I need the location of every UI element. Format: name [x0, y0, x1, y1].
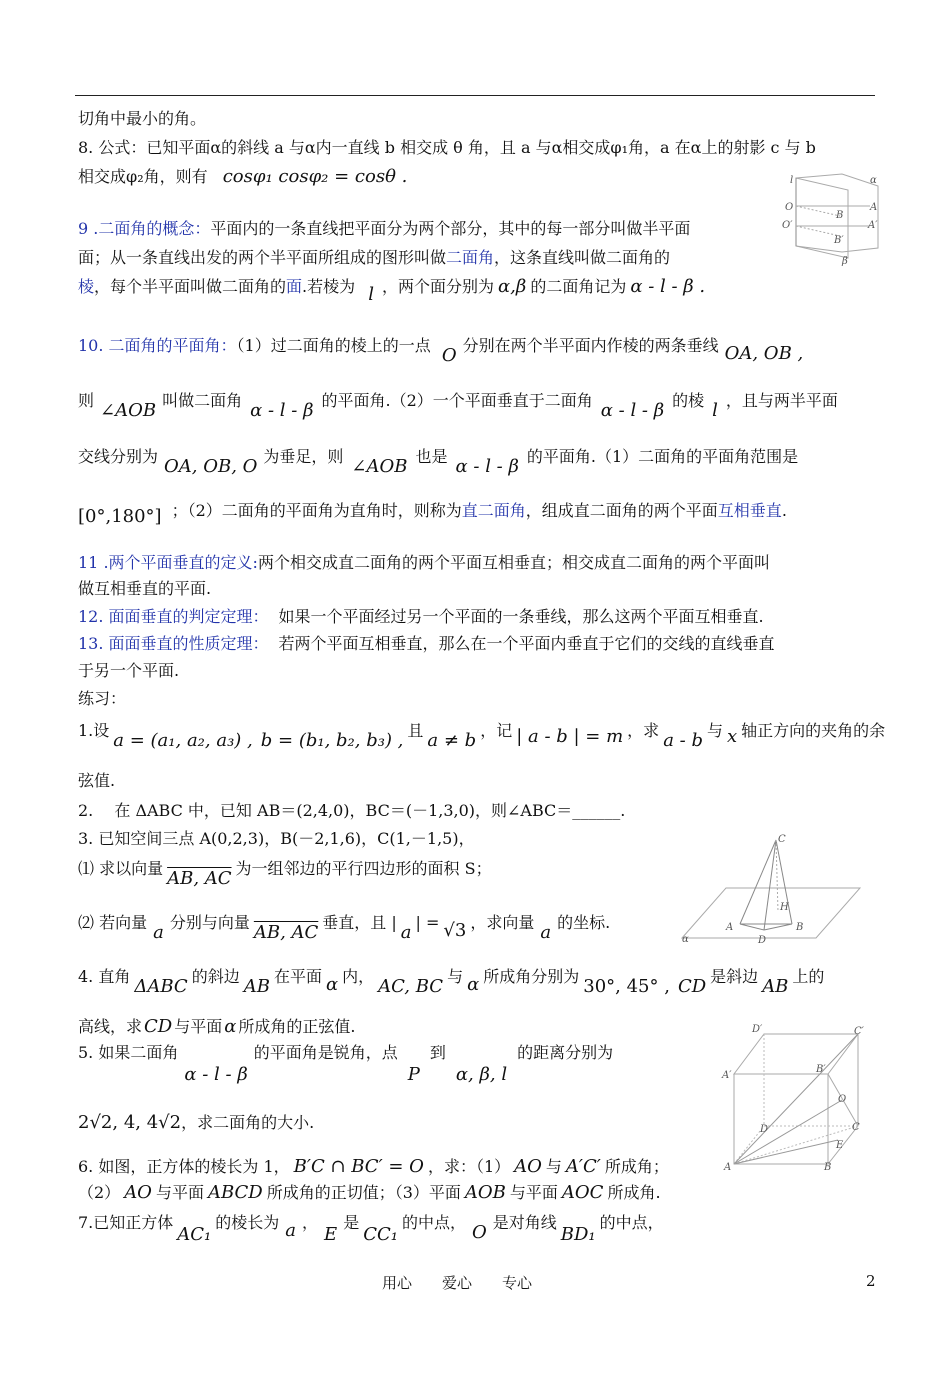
practice-heading: 练习：: [78, 689, 127, 708]
svg-text:A′: A′: [868, 220, 878, 231]
line-12: 12. 面面垂直的判定定理： 如果一个平面经过另一个平面的一条垂线，那么这两个平面互相垂直.: [78, 607, 764, 626]
line-11: 11 .两个平面垂直的定义:两个相交成直二面角的两个平面互相垂直；相交成直二面角的两个平面叫: [78, 553, 770, 572]
exercise-3-part1: ⑴ 求以向量 AB, AC 为一组邻边的平行四边形的面积 S；: [78, 859, 492, 889]
header-rule: [75, 95, 875, 96]
line-9: 9 .二面角的概念：平面内的一条直线把平面分为两个部分，其中的每一部分叫做半平面: [78, 219, 691, 238]
svg-text:B: B: [824, 1162, 832, 1172]
svg-text:A: A: [870, 202, 878, 213]
line-10-cont3: [0°,180°] ；（2）二面角的平面角为直角时，则称为直二面角，组成直二面角的两个平面互相垂直.: [78, 501, 787, 527]
svg-text:l: l: [790, 175, 794, 186]
svg-text:H: H: [780, 902, 789, 913]
exercise-5-cont: 2√2, 4, 4√2，求二面角的大小.: [78, 1112, 315, 1133]
svg-text:A: A: [726, 922, 734, 933]
exercise-3: 3. 已知空间三点 A(0,2,3)，B(－2,1,6)，C(1,－1,5)，: [78, 829, 475, 848]
svg-text:α: α: [870, 175, 877, 186]
svg-text:B: B: [796, 922, 804, 933]
dihedral-figure: [782, 170, 882, 270]
svg-text:D: D: [758, 935, 767, 946]
line-8-cont: 相交成φ₂角，则有 cosφ₁ cosφ₂ = cosθ .: [78, 166, 408, 187]
exercise-6-cont: （2） AO 与平面 ABCD 所成角的正切值；（3）平面 AOB 与平面 AOC 所成角.: [78, 1182, 661, 1203]
line-9-cont: 面；从一条直线出发的两个半平面所组成的图形叫做二面角，这条直线叫做二面角的: [78, 248, 671, 267]
pyramid-figure: [670, 830, 866, 948]
exercise-2: 2. 在 ΔABC 中，已知 AB＝(2,4,0)，BC＝(－1,3,0)，则∠ABC＝______.: [78, 801, 626, 820]
exercise-4-cont: 高线，求 CD 与平面 α 所成角的正弦值.: [78, 1016, 356, 1037]
svg-text:A′: A′: [722, 1070, 732, 1081]
svg-text:O′: O′: [782, 220, 793, 231]
exercise-7: 7.已知正方体AC₁的棱长为 a ，E是CC₁的中点， O 是对角线BD₁的中点，: [78, 1213, 664, 1245]
line-10-cont2: 交线分别为 OA, OB, O 为垂足，则 ∠AOB 也是 α - l - β 的平面角.（1）二面角的平面角范围是: [78, 447, 799, 477]
page-number: 2: [866, 1272, 876, 1290]
line-13: 13. 面面垂直的性质定理： 若两个平面互相垂直，那么在一个平面内垂直于它们的交线的直线垂直: [78, 634, 775, 653]
line-8-formula: 8. 公式：已知平面α的斜线 a 与α内一直线 b 相交成 θ 角，且 a 与α相交成φ₁角，a 在α上的射影 c 与 b: [78, 138, 816, 157]
exercise-3-part2: ⑵ 若向量 a 分别与向量 AB, AC 垂直，且 | a | = √3 ，求向量 a 的坐标.: [78, 913, 611, 943]
line-11-cont: 做互相垂直的平面.: [78, 579, 212, 598]
exercise-1: 1.设 a = (a₁, a₂, a₃) , b = (b₁, b₂, b₃) , 且 a ≠ b ，记 | a - b | = m ，求 a - b 与 x 轴正方向的夹角的余: [78, 721, 886, 751]
svg-text:C: C: [852, 1122, 860, 1133]
svg-text:B: B: [836, 210, 844, 221]
line-13-cont: 于另一个平面.: [78, 661, 180, 680]
svg-text:C: C: [778, 834, 786, 845]
svg-text:α: α: [682, 934, 689, 945]
exercise-5: 5. 如果二面角α - l - β的平面角是锐角，点P到α, β, l的距离分别为: [78, 1043, 614, 1085]
svg-text:C′: C′: [854, 1026, 864, 1037]
exercise-6: 6. 如图，正方体的棱长为 1， B′C ∩ BC′ = O ，求：（1） AO 与 A′C′ 所成角；: [78, 1156, 669, 1177]
line-10: 10. 二面角的平面角：（1）过二面角的棱上的一点 O 分别在两个半平面内作棱的两条垂线 OA, OB ,: [78, 336, 804, 366]
svg-text:B′: B′: [816, 1064, 826, 1075]
cube-figure: [720, 1022, 870, 1172]
line-9-cont2: 棱，每个半平面叫做二面角的面.若棱为 l ，两个面分别为 α,β 的二面角记为 α - l - β .: [78, 276, 706, 305]
svg-text:O: O: [838, 1094, 847, 1105]
svg-text:B′: B′: [834, 235, 844, 246]
line-10-cont: 则 ∠AOB 叫做二面角 α - l - β 的平面角.（2）一个平面垂直于二面角 α - l - β 的棱 l ，且与两半平面: [78, 391, 838, 421]
svg-text:O: O: [785, 202, 794, 213]
svg-text:A: A: [724, 1162, 732, 1172]
svg-text:D: D: [760, 1124, 769, 1135]
svg-text:D′: D′: [752, 1024, 763, 1035]
exercise-1-cont: 弦值.: [78, 771, 116, 790]
svg-text:E: E: [836, 1140, 844, 1151]
svg-text:β: β: [842, 256, 848, 267]
cos-formula: cosφ₁ cosφ₂ = cosθ .: [222, 166, 408, 187]
line-1: 切角中最小的角。: [78, 109, 207, 128]
footer-motto: 用心 爱心 专心: [382, 1274, 533, 1292]
exercise-4: 4. 直角 ΔABC 的斜边 AB 在平面 α 内， AC, BC 与 α 所成角分别为 30°, 45° , CD 是斜边 AB 上的: [78, 967, 825, 997]
